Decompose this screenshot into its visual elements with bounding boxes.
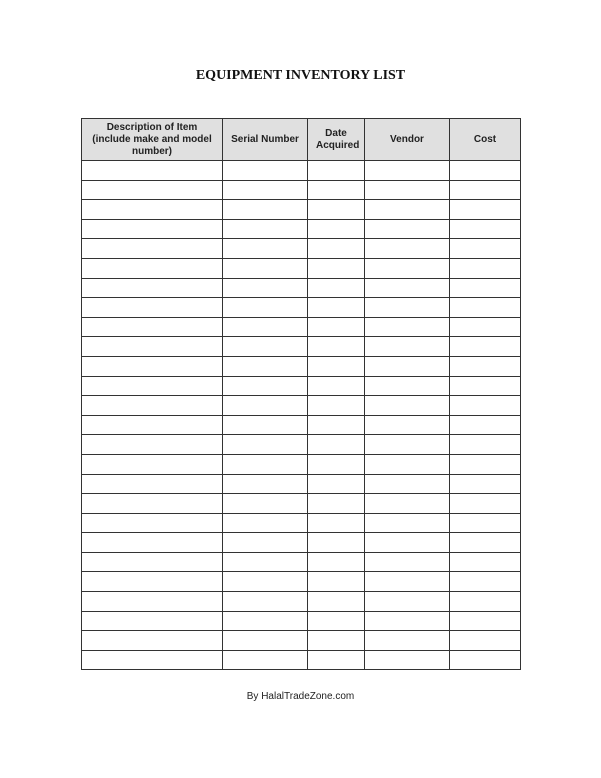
cell-date-acquired[interactable]: [308, 474, 365, 494]
cell-serial-number[interactable]: [223, 396, 308, 416]
cell-description[interactable]: [82, 161, 223, 181]
cell-date-acquired[interactable]: [308, 298, 365, 318]
cell-vendor[interactable]: [365, 239, 450, 259]
cell-description[interactable]: [82, 513, 223, 533]
cell-vendor[interactable]: [365, 278, 450, 298]
cell-cost[interactable]: [450, 611, 521, 631]
cell-cost[interactable]: [450, 258, 521, 278]
column-header-vendor: Vendor: [365, 119, 450, 161]
cell-date-acquired[interactable]: [308, 533, 365, 553]
inventory-table: [81, 118, 521, 670]
cell-cost[interactable]: [450, 435, 521, 455]
table-row: [82, 239, 521, 259]
cell-cost[interactable]: [450, 474, 521, 494]
cell-date-acquired[interactable]: [308, 239, 365, 259]
cell-description[interactable]: [82, 180, 223, 200]
cell-cost[interactable]: [450, 219, 521, 239]
cell-vendor[interactable]: [365, 219, 450, 239]
cell-date-acquired[interactable]: [308, 435, 365, 455]
cell-serial-number[interactable]: [223, 337, 308, 357]
table-row: [82, 435, 521, 455]
page-title: EQUIPMENT INVENTORY LIST: [195, 68, 406, 83]
cell-vendor[interactable]: [365, 513, 450, 533]
cell-description[interactable]: [82, 396, 223, 416]
cell-vendor[interactable]: [365, 200, 450, 220]
cell-description[interactable]: [82, 533, 223, 553]
cell-cost[interactable]: [450, 454, 521, 474]
cell-date-acquired[interactable]: [308, 219, 365, 239]
cell-date-acquired[interactable]: [308, 396, 365, 416]
cell-description[interactable]: [82, 552, 223, 572]
cell-vendor[interactable]: [365, 592, 450, 612]
cell-date-acquired[interactable]: [308, 552, 365, 572]
cell-date-acquired[interactable]: [308, 180, 365, 200]
cell-cost[interactable]: [450, 533, 521, 553]
column-header-date-acquired: Date Acquired: [308, 119, 365, 161]
cell-serial-number[interactable]: [223, 474, 308, 494]
table-row: [82, 572, 521, 592]
cell-cost[interactable]: [450, 396, 521, 416]
cell-serial-number[interactable]: [223, 356, 308, 376]
cell-serial-number[interactable]: [223, 161, 308, 181]
cell-date-acquired[interactable]: [308, 454, 365, 474]
table-row: [82, 258, 521, 278]
cell-cost[interactable]: [450, 278, 521, 298]
cell-description[interactable]: [82, 317, 223, 337]
cell-date-acquired[interactable]: [308, 650, 365, 670]
table-row: [82, 180, 521, 200]
cell-vendor[interactable]: [365, 474, 450, 494]
cell-date-acquired[interactable]: [308, 611, 365, 631]
cell-date-acquired[interactable]: [308, 415, 365, 435]
cell-cost[interactable]: [450, 239, 521, 259]
cell-description[interactable]: [82, 592, 223, 612]
cell-date-acquired[interactable]: [308, 376, 365, 396]
cell-date-acquired[interactable]: [308, 356, 365, 376]
cell-cost[interactable]: [450, 317, 521, 337]
cell-vendor[interactable]: [365, 180, 450, 200]
cell-serial-number[interactable]: [223, 572, 308, 592]
cell-description[interactable]: [82, 611, 223, 631]
cell-description[interactable]: [82, 631, 223, 651]
cell-description[interactable]: [82, 258, 223, 278]
cell-description[interactable]: [82, 435, 223, 455]
cell-cost[interactable]: [450, 356, 521, 376]
cell-date-acquired[interactable]: [308, 494, 365, 514]
cell-description[interactable]: [82, 239, 223, 259]
cell-description[interactable]: [82, 650, 223, 670]
cell-vendor[interactable]: [365, 572, 450, 592]
cell-description[interactable]: [82, 415, 223, 435]
cell-vendor[interactable]: [365, 533, 450, 553]
cell-serial-number[interactable]: [223, 494, 308, 514]
column-header-description: Description of Item (include make and model number): [82, 119, 223, 161]
cell-cost[interactable]: [450, 592, 521, 612]
cell-vendor[interactable]: [365, 552, 450, 572]
table-row: [82, 278, 521, 298]
cell-cost[interactable]: [450, 572, 521, 592]
table-row: [82, 356, 521, 376]
cell-description[interactable]: [82, 200, 223, 220]
cell-date-acquired[interactable]: [308, 572, 365, 592]
table-row: [82, 494, 521, 514]
cell-date-acquired[interactable]: [308, 200, 365, 220]
footer-credit: By HalalTradeZone.com: [246, 691, 355, 702]
cell-cost[interactable]: [450, 552, 521, 572]
cell-vendor[interactable]: [365, 376, 450, 396]
table-row: [82, 219, 521, 239]
cell-serial-number[interactable]: [223, 650, 308, 670]
cell-serial-number[interactable]: [223, 258, 308, 278]
cell-serial-number[interactable]: [223, 533, 308, 553]
cell-vendor[interactable]: [365, 415, 450, 435]
table-row: [82, 552, 521, 572]
cell-description[interactable]: [82, 376, 223, 396]
cell-cost[interactable]: [450, 415, 521, 435]
table-row: [82, 376, 521, 396]
cell-cost[interactable]: [450, 513, 521, 533]
cell-description[interactable]: [82, 474, 223, 494]
cell-cost[interactable]: [450, 161, 521, 181]
table-row: [82, 396, 521, 416]
table-row: [82, 454, 521, 474]
cell-date-acquired[interactable]: [308, 592, 365, 612]
header-row: [82, 119, 521, 161]
cell-serial-number[interactable]: [223, 317, 308, 337]
table-row: [82, 592, 521, 612]
cell-serial-number[interactable]: [223, 219, 308, 239]
cell-vendor[interactable]: [365, 161, 450, 181]
cell-serial-number[interactable]: [223, 376, 308, 396]
cell-description[interactable]: [82, 337, 223, 357]
cell-serial-number[interactable]: [223, 454, 308, 474]
cell-serial-number[interactable]: [223, 631, 308, 651]
cell-date-acquired[interactable]: [308, 513, 365, 533]
cell-date-acquired[interactable]: [308, 317, 365, 337]
table-row: [82, 631, 521, 651]
cell-date-acquired[interactable]: [308, 258, 365, 278]
cell-serial-number[interactable]: [223, 180, 308, 200]
table-row: [82, 317, 521, 337]
column-header-cost: Cost: [450, 119, 521, 161]
cell-vendor[interactable]: [365, 435, 450, 455]
cell-vendor[interactable]: [365, 396, 450, 416]
cell-vendor[interactable]: [365, 650, 450, 670]
cell-description[interactable]: [82, 219, 223, 239]
table-row: [82, 474, 521, 494]
cell-description[interactable]: [82, 494, 223, 514]
column-header-serial-number: Serial Number: [223, 119, 308, 161]
table-row: [82, 337, 521, 357]
cell-vendor[interactable]: [365, 494, 450, 514]
cell-cost[interactable]: [450, 650, 521, 670]
cell-date-acquired[interactable]: [308, 278, 365, 298]
cell-vendor[interactable]: [365, 298, 450, 318]
cell-vendor[interactable]: [365, 258, 450, 278]
cell-serial-number[interactable]: [223, 592, 308, 612]
cell-serial-number[interactable]: [223, 298, 308, 318]
table-row: [82, 200, 521, 220]
table-row: [82, 298, 521, 318]
table-row: [82, 650, 521, 670]
cell-description[interactable]: [82, 454, 223, 474]
cell-description[interactable]: [82, 572, 223, 592]
cell-serial-number[interactable]: [223, 278, 308, 298]
table-row: [82, 513, 521, 533]
cell-cost[interactable]: [450, 298, 521, 318]
cell-description[interactable]: [82, 298, 223, 318]
cell-vendor[interactable]: [365, 317, 450, 337]
cell-serial-number[interactable]: [223, 435, 308, 455]
table-row: [82, 161, 521, 181]
cell-description[interactable]: [82, 356, 223, 376]
cell-serial-number[interactable]: [223, 513, 308, 533]
cell-cost[interactable]: [450, 494, 521, 514]
table-row: [82, 415, 521, 435]
cell-cost[interactable]: [450, 631, 521, 651]
cell-serial-number[interactable]: [223, 200, 308, 220]
cell-cost[interactable]: [450, 376, 521, 396]
cell-date-acquired[interactable]: [308, 161, 365, 181]
cell-vendor[interactable]: [365, 356, 450, 376]
table-row: [82, 533, 521, 553]
cell-date-acquired[interactable]: [308, 337, 365, 357]
cell-vendor[interactable]: [365, 337, 450, 357]
cell-serial-number[interactable]: [223, 415, 308, 435]
cell-cost[interactable]: [450, 180, 521, 200]
cell-serial-number[interactable]: [223, 611, 308, 631]
cell-vendor[interactable]: [365, 631, 450, 651]
cell-description[interactable]: [82, 278, 223, 298]
cell-vendor[interactable]: [365, 454, 450, 474]
cell-serial-number[interactable]: [223, 552, 308, 572]
cell-cost[interactable]: [450, 337, 521, 357]
table-row: [82, 611, 521, 631]
cell-cost[interactable]: [450, 200, 521, 220]
cell-serial-number[interactable]: [223, 239, 308, 259]
cell-vendor[interactable]: [365, 611, 450, 631]
cell-date-acquired[interactable]: [308, 631, 365, 651]
